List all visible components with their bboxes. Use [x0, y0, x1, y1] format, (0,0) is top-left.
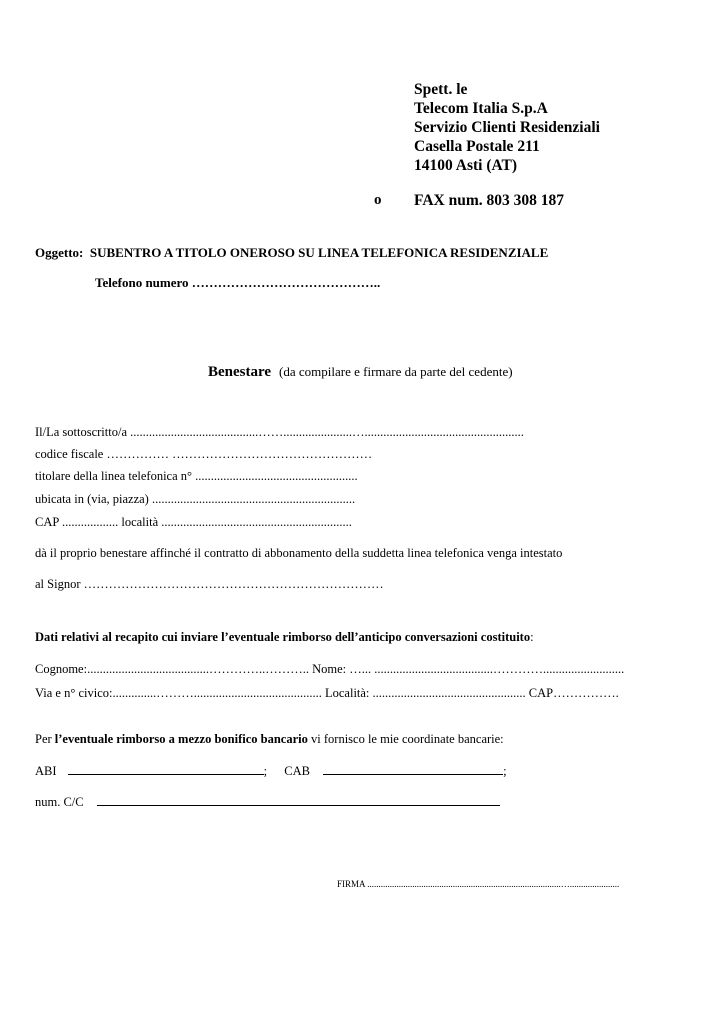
via-localita-cap-field: Via e n° civico:..............………......................................... Località: ................................................. CAP……………. — [35, 686, 619, 700]
sottoscritto-field: Il/La sottoscritto/a .........................................……......................…................................................... — [35, 425, 524, 439]
phone-number-field: Telefono numero …………………………………….. — [95, 275, 381, 290]
cab-separator: ; — [503, 764, 507, 778]
benestare-heading — [208, 363, 513, 381]
cc-row — [35, 793, 500, 810]
al-signor-field: al Signor ……………………………………………………………… — [35, 577, 384, 591]
abi-input-line[interactable] — [68, 762, 264, 775]
signature-field: FIRMA ......................................................................................…...................... — [337, 879, 620, 889]
bank-intro-post: vi fornisco le mie coordinate bancarie: — [307, 732, 504, 746]
recipient-po-box: Casella Postale 211 — [414, 138, 540, 155]
cab-label: CAB — [284, 764, 310, 778]
cab-input-line[interactable] — [323, 762, 503, 775]
recipient-salutation: Spett. le — [414, 81, 468, 98]
recipient-department: Servizio Clienti Residenziali — [414, 119, 600, 136]
benestare-note: (da compilare e firmare da parte del cedente) — [279, 364, 513, 379]
subject-text: SUBENTRO A TITOLO ONEROSO SU LINEA TELEFONICA RESIDENZIALE — [89, 245, 549, 260]
abi-cab-row — [35, 762, 507, 779]
fax-number: FAX num. 803 308 187 — [414, 192, 564, 209]
abi-label: ABI — [35, 764, 57, 778]
benestare-statement: dà il proprio benestare affinché il contratto di abbonamento della suddetta linea telefonica venga intestato — [35, 546, 563, 560]
ubicata-field: ubicata in (via, piazza) ................................................................. — [35, 492, 356, 506]
recipient-company: Telecom Italia S.p.A — [414, 100, 548, 117]
subject-line — [35, 245, 548, 261]
cap-localita-field: CAP .................. località ............................................................. — [35, 515, 352, 529]
recipient-city: 14100 Asti (AT) — [414, 157, 518, 174]
benestare-title: Benestare — [208, 364, 272, 380]
rimborso-title-colon: : — [530, 630, 534, 644]
bank-intro-bold: l’eventuale rimborso a mezzo bonifico bancario — [54, 732, 308, 746]
rimborso-heading — [35, 630, 534, 645]
codice-fiscale-field: codice fiscale …………… ………………………………………… — [35, 447, 373, 461]
rimborso-title: Dati relativi al recapito cui inviare l’eventuale rimborso dell’anticipo conversazioni costituito — [35, 630, 531, 644]
bank-intro — [35, 732, 504, 747]
cognome-nome-field: Cognome:.......................................…………..……….. Nome: …... ......................................………….......................... — [35, 662, 625, 676]
bank-intro-pre: Per — [35, 732, 55, 746]
abi-separator: ; — [263, 764, 268, 778]
cc-input-line[interactable] — [97, 793, 500, 806]
titolare-field: titolare della linea telefonica n° .................................................... — [35, 469, 358, 483]
cc-label: num. C/C — [35, 795, 84, 809]
fax-bullet: o — [374, 192, 382, 208]
subject-label: Oggetto: — [35, 245, 84, 260]
